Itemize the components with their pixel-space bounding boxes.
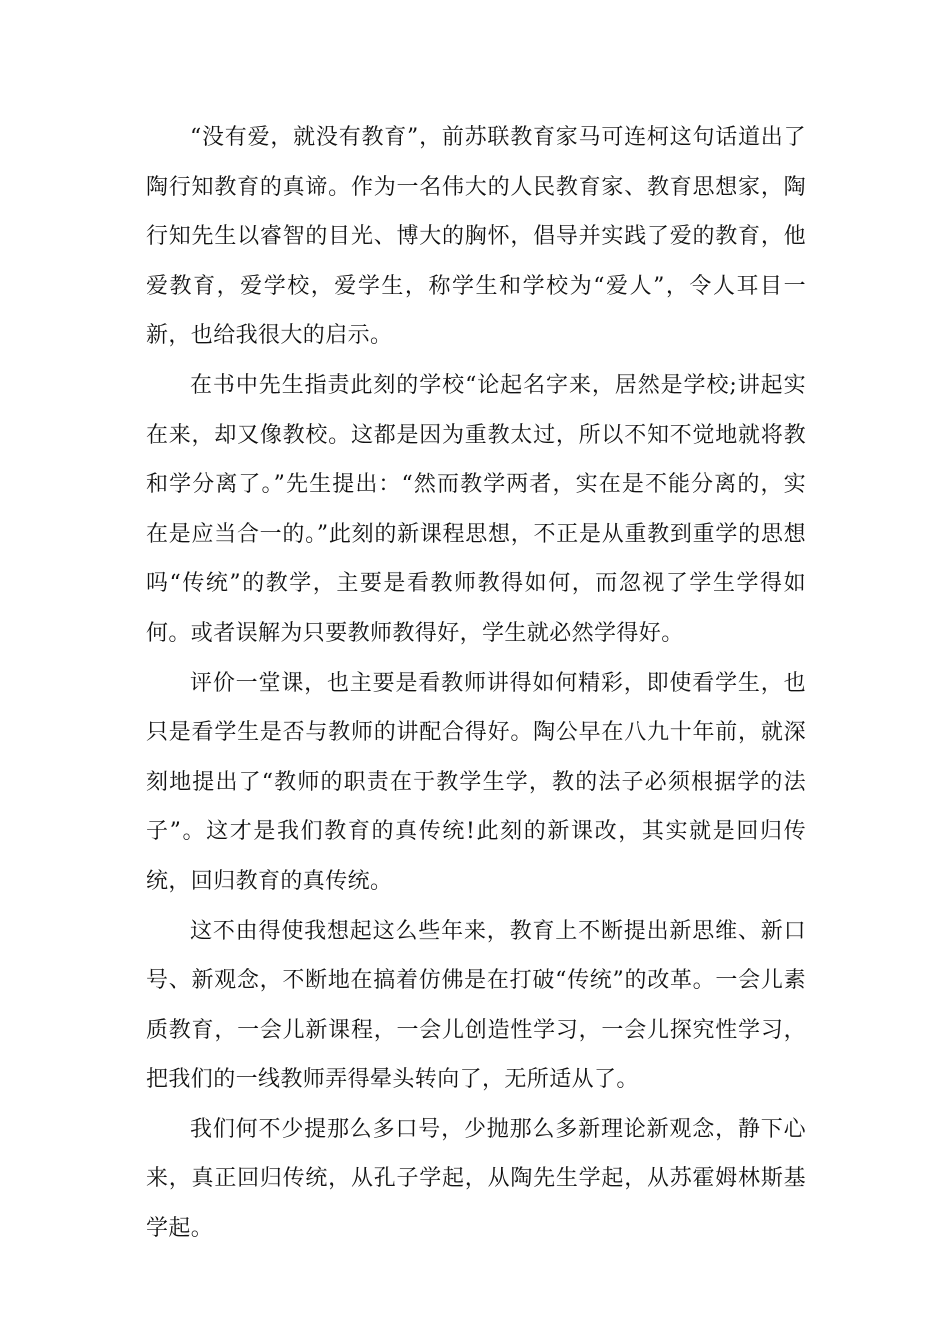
paragraph-4: 这不由得使我想起这么些年来，教育上不断提出新思维、新口号、新观念，不断地在搞着仿佛是在打破“传统”的改革。一会儿素质教育，一会儿新课程，一会儿创造性学习，一会儿探究性学习，把我们的一线教师弄得晕头转向了，无所适从了。 [146,918,806,1093]
document-body [146,113,806,1254]
paragraph-1: “没有爱，就没有教育”，前苏联教育家马可连柯这句话道出了陶行知教育的真谛。作为一名伟大的人民教育家、教育思想家，陶行知先生以睿智的目光、博大的胸怀，倡导并实践了爱的教育，他爱教育，爱学校，爱学生，称学生和学校为“爱人”，令人耳目一新，也给我很大的启示。 [146,125,806,349]
paragraph-3: 评价一堂课，也主要是看教师讲得如何精彩，即使看学生，也只是看学生是否与教师的讲配合得好。陶公早在八九十年前，就深刻地提出了“教师的职责在于教学生学，教的法子必须根据学的法子”。这才是我们教育的真传统!此刻的新课改，其实就是回归传统，回归教育的真传统。 [146,670,806,894]
paragraph-2: 在书中先生指责此刻的学校“论起名字来，居然是学校;讲起实在来，却又像教校。这都是因为重教太过，所以不知不觉地就将教和学分离了。”先生提出：“然而教学两者，实在是不能分离的，实在是应当合一的。”此刻的新课程思想，不正是从重教到重学的思想吗“传统”的教学，主要是看教师教得如何，而忽视了学生学得如何。或者误解为只要教师教得好，学生就必然学得好。 [146,372,806,646]
paragraph-5: 我们何不少提那么多口号，少抛那么多新理论新观念，静下心来，真正回归传统，从孔子学起，从陶先生学起，从苏霍姆林斯基学起。 [146,1116,806,1242]
